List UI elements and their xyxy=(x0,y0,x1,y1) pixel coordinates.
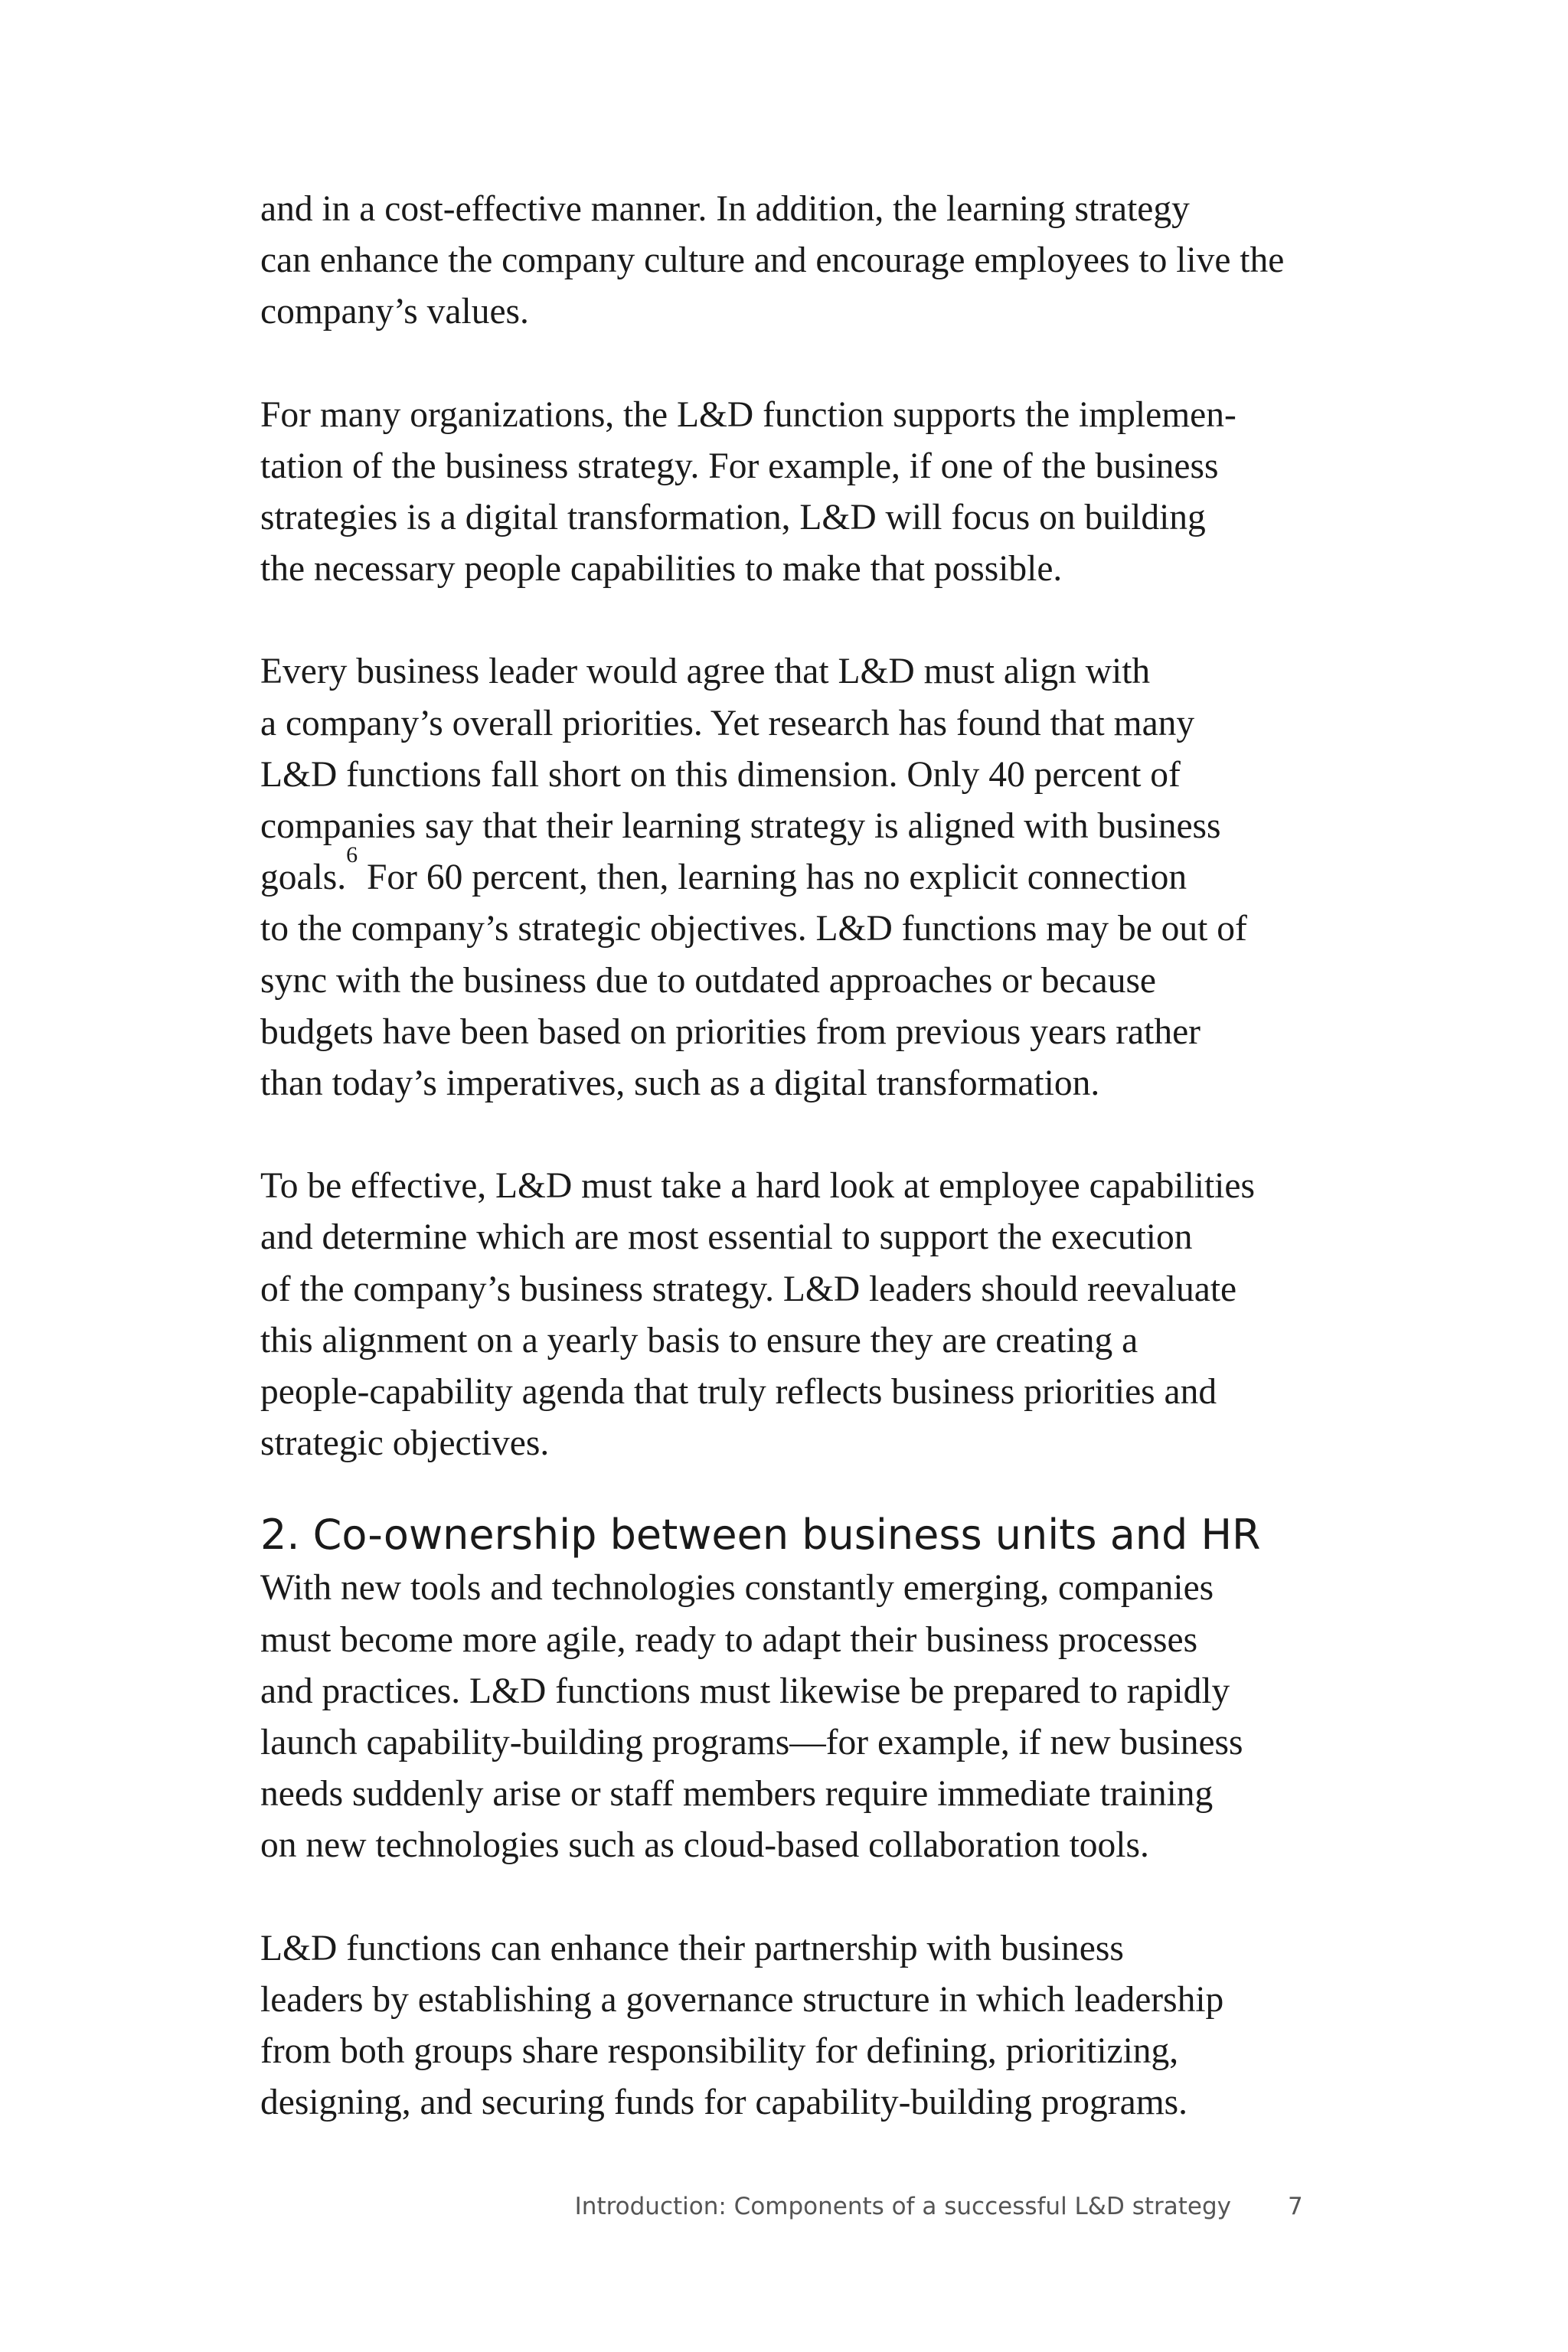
text-line: leaders by establishing a governance structure in which leadership xyxy=(260,1979,1224,2020)
text-line: budgets have been based on priorities from previous years rather xyxy=(260,1011,1200,1052)
page-number: 7 xyxy=(1288,2193,1303,2220)
text-line-with-footnote xyxy=(260,842,1317,903)
text-line: than today’s imperatives, such as a digital transformation. xyxy=(260,1063,1100,1104)
text-line: needs suddenly arise or staff members require immediate training xyxy=(260,1774,1214,1815)
paragraph-6 xyxy=(260,1923,1317,2129)
text-segment: goals. xyxy=(260,858,347,898)
text-line: L&D functions fall short on this dimension. Only 40 percent of xyxy=(260,754,1181,795)
text-line: the necessary people capabilities to make that possible. xyxy=(260,549,1063,590)
text-line: of the company’s business strategy. L&D leaders should reevaluate xyxy=(260,1269,1237,1309)
text-line: For many organizations, the L&D function supports the implemen- xyxy=(260,394,1236,435)
page-content xyxy=(260,184,1317,2129)
text-line: L&D functions can enhance their partnership with business xyxy=(260,1928,1124,1968)
text-line: a company’s overall priorities. Yet research has found that many xyxy=(260,703,1195,743)
text-line: and practices. L&D functions must likewise be prepared to rapidly xyxy=(260,1671,1230,1711)
text-line: and determine which are most essential to support the execution xyxy=(260,1217,1193,1258)
footnote-reference[interactable]: 6 xyxy=(346,842,358,868)
text-line: sync with the business due to outdated approaches or because xyxy=(260,960,1157,1001)
paragraph-2 xyxy=(260,390,1317,596)
text-line: from both groups share responsibility for defining, prioritizing, xyxy=(260,2031,1179,2072)
text-line: Every business leader would agree that L&D must align with xyxy=(260,652,1151,692)
text-line: on new technologies such as cloud-based collaboration tools. xyxy=(260,1825,1149,1866)
text-line: launch capability-building programs—for example, if new business xyxy=(260,1723,1243,1763)
page-footer xyxy=(0,2193,1568,2231)
text-line: company’s values. xyxy=(260,292,529,332)
text-line: must become more agile, ready to adapt their business processes xyxy=(260,1619,1198,1660)
text-line: can enhance the company culture and encourage employees to live the xyxy=(260,240,1285,281)
text-line: to the company’s strategic objectives. L&D functions may be out of xyxy=(260,909,1247,949)
footer-chapter-title: Introduction: Components of a successful L&D strategy xyxy=(574,2193,1231,2220)
text-segment: For 60 percent, then, learning has no explicit connection xyxy=(358,858,1187,898)
text-line: companies say that their learning strategy is aligned with business xyxy=(260,806,1221,847)
paragraph-3 xyxy=(260,646,1317,1109)
text-line: strategic objectives. xyxy=(260,1423,550,1464)
text-line: people-capability agenda that truly reflects business priorities and xyxy=(260,1372,1217,1413)
paragraph-4 xyxy=(260,1161,1317,1469)
text-line: and in a cost-effective manner. In addition, the learning strategy xyxy=(260,189,1190,229)
text-line: designing, and securing funds for capability-building programs. xyxy=(260,2082,1187,2123)
section-heading: 2. Co-ownership between business units and HR xyxy=(260,1511,1261,1560)
text-line: With new tools and technologies constantly emerging, companies xyxy=(260,1568,1214,1609)
paragraph-1 xyxy=(260,184,1317,338)
paragraph-5 xyxy=(260,1563,1317,1871)
text-line: this alignment on a yearly basis to ensure they are creating a xyxy=(260,1320,1138,1361)
text-line: To be effective, L&D must take a hard look at employee capabilities xyxy=(260,1166,1255,1207)
text-line: tation of the business strategy. For example, if one of the business xyxy=(260,446,1219,486)
text-line: strategies is a digital transformation, L&D will focus on building xyxy=(260,498,1206,538)
